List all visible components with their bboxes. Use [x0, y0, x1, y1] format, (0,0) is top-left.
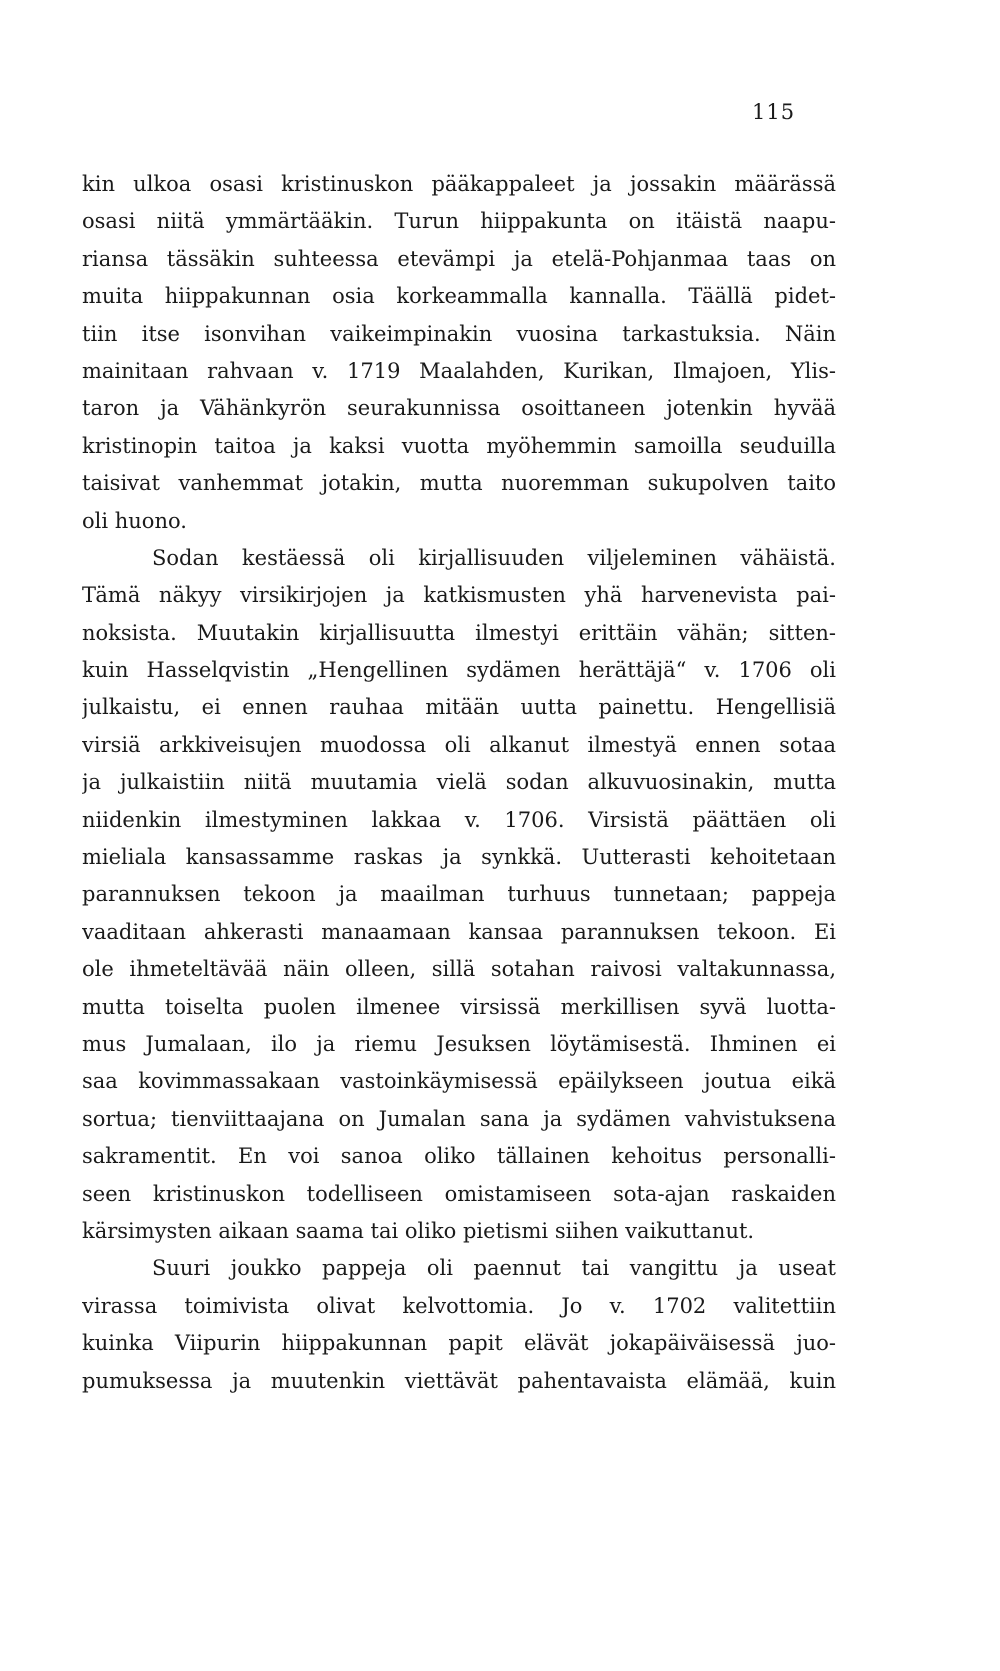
text-line: pumuksessa ja muutenkin viettävät pahentavaista elämää, kuin [82, 1368, 836, 1393]
paragraph [82, 166, 836, 540]
text-line: kuin Hasselqvistin „Hengellinen sydämen herättäjä“ v. 1706 oli [82, 658, 836, 683]
text-line: kin ulkoa osasi kristinuskon pääkappaleet ja jossakin määrässä [82, 172, 836, 196]
text-line: niidenkin ilmestyminen lakkaa v. 1706. Virsistä päättäen oli [82, 807, 836, 832]
paragraph [82, 540, 836, 1250]
text-line: tiin itse isonvihan vaikeimpinakin vuosina tarkastuksia. Näin [82, 321, 836, 346]
text-line: seen kristinuskon todelliseen omistamiseen sota-ajan raskaiden [82, 1181, 836, 1206]
body-text [82, 166, 836, 1400]
text-line: parannuksen tekoon ja maailman turhuus tunnetaan; pappeja [82, 882, 836, 907]
text-line: osasi niitä ymmärtääkin. Turun hiippakunta on itäistä naapu- [82, 209, 836, 234]
text-line: Suuri joukko pappeja oli paennut tai vangittu ja useat [152, 1256, 836, 1281]
text-line: mieliala kansassamme raskas ja synkkä. Uutterasti kehoitetaan [82, 845, 836, 870]
text-line: saa kovimmassakaan vastoinkäymisessä epäilykseen joutua eikä [82, 1069, 836, 1094]
text-line: Tämä näkyy virsikirjojen ja katkismusten yhä harvenevista pai- [82, 583, 836, 608]
text-line: virassa toimivista olivat kelvottomia. Jo v. 1702 valitettiin [82, 1293, 836, 1318]
text-line: muita hiippakunnan osia korkeammalla kannalla. Täällä pidet- [82, 284, 836, 309]
text-line: taisivat vanhemmat jotakin, mutta nuoremman sukupolven taito [82, 471, 836, 496]
text-line: mus Jumalaan, ilo ja riemu Jesuksen löytämisestä. Ihminen ei [82, 1031, 836, 1056]
page-number: 115 [752, 100, 796, 124]
text-line: julkaistu, ei ennen rauhaa mitään uutta painettu. Hengellisiä [82, 695, 836, 720]
text-line: sakramentit. En voi sanoa oliko tällainen kehoitus personalli- [82, 1144, 836, 1169]
text-line: noksista. Muutakin kirjallisuutta ilmestyi erittäin vähän; sitten- [82, 620, 836, 645]
text-line: mutta toiselta puolen ilmenee virsissä merkillisen syvä luotta- [82, 994, 836, 1019]
text-line: oli huono. [82, 508, 187, 533]
text-line: kärsimysten aikaan saama tai oliko pietismi siihen vaikuttanut. [82, 1218, 755, 1243]
text-line: ja julkaistiin niitä muutamia vielä sodan alkuvuosinakin, mutta [82, 770, 836, 795]
text-line: taron ja Vähänkyrön seurakunnissa osoittaneen jotenkin hyvää [82, 396, 836, 421]
text-line: kuinka Viipurin hiippakunnan papit elävät jokapäiväisessä juo- [82, 1331, 836, 1356]
text-line: ole ihmeteltävää näin olleen, sillä sotahan raivosi valtakunnassa, [82, 957, 836, 982]
paragraph [82, 1250, 836, 1400]
text-line: sortua; tienviittaajana on Jumalan sana ja sydämen vahvistuksena [82, 1106, 836, 1131]
text-line: virsiä arkkiveisujen muodossa oli alkanut ilmestyä ennen sotaa [82, 732, 836, 757]
text-line: vaaditaan ahkerasti manaamaan kansaa parannuksen tekoon. Ei [82, 919, 836, 944]
text-line: kristinopin taitoa ja kaksi vuotta myöhemmin samoilla seuduilla [82, 433, 836, 458]
text-line: Sodan kestäessä oli kirjallisuuden viljeleminen vähäistä. [152, 545, 836, 570]
text-line: riansa tässäkin suhteessa etevämpi ja etelä-Pohjanmaa taas on [82, 246, 836, 271]
text-line: mainitaan rahvaan v. 1719 Maalahden, Kurikan, Ilmajoen, Ylis- [82, 358, 836, 383]
